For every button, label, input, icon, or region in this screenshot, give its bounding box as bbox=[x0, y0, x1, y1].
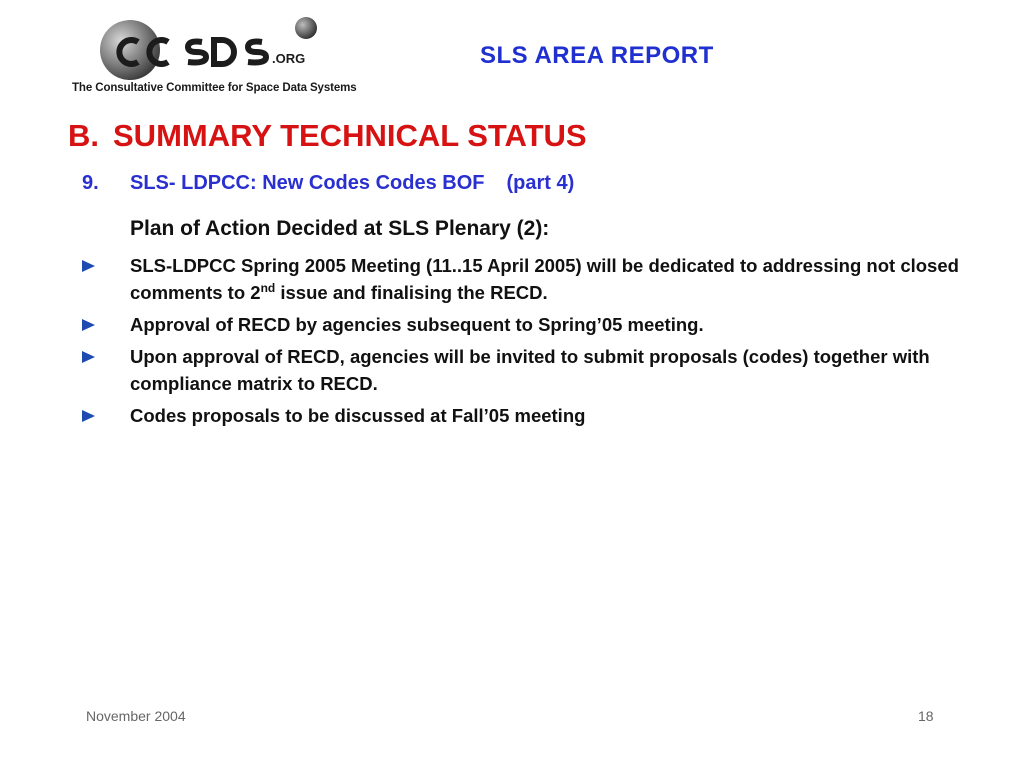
list-item bbox=[82, 311, 982, 338]
bullet-text: Codes proposals to be discussed at Fall’05 meeting bbox=[130, 405, 586, 426]
list-item bbox=[82, 402, 982, 429]
bullet-superscript: nd bbox=[260, 280, 276, 295]
logo-suffix: .ORG bbox=[272, 51, 306, 66]
section-title-text: SUMMARY TECHNICAL STATUS bbox=[113, 118, 587, 153]
bullet-list bbox=[82, 252, 982, 434]
bullet-text: SLS-LDPCC Spring 2005 Meeting (11..15 April 2005) will be dedicated to addressing not closed comments to 2 bbox=[130, 255, 959, 303]
ccsds-logo bbox=[66, 16, 376, 104]
plan-title: Plan of Action Decided at SLS Plenary (2): bbox=[130, 217, 550, 240]
section-letter: B. bbox=[68, 118, 99, 153]
list-item bbox=[82, 343, 982, 397]
footer-date: November 2004 bbox=[86, 708, 186, 724]
triangle-bullet-icon bbox=[82, 410, 95, 422]
triangle-bullet-icon bbox=[82, 351, 95, 363]
header-title: SLS AREA REPORT bbox=[480, 42, 714, 69]
triangle-bullet-icon bbox=[82, 260, 95, 272]
section-title bbox=[68, 118, 587, 154]
ccsds-logo-graphic bbox=[66, 16, 376, 82]
bullet-text: Upon approval of RECD, agencies will be invited to submit proposals (codes) together with compliance matrix to RECD. bbox=[130, 346, 930, 394]
bullet-text: Approval of RECD by agencies subsequent to Spring’05 meeting. bbox=[130, 314, 704, 335]
triangle-bullet-icon bbox=[82, 319, 95, 331]
bullet-text-end: issue and finalising the RECD. bbox=[275, 282, 548, 303]
sub-heading-text: SLS- LDPCC: New Codes Codes BOF bbox=[130, 172, 485, 194]
sub-heading-number: 9. bbox=[82, 172, 99, 194]
list-item bbox=[82, 252, 982, 306]
page-number: 18 bbox=[918, 708, 934, 724]
sub-heading bbox=[82, 172, 574, 195]
sub-heading-part: (part 4) bbox=[506, 172, 575, 194]
logo-tagline: The Consultative Committee for Space Data Systems bbox=[72, 82, 357, 94]
